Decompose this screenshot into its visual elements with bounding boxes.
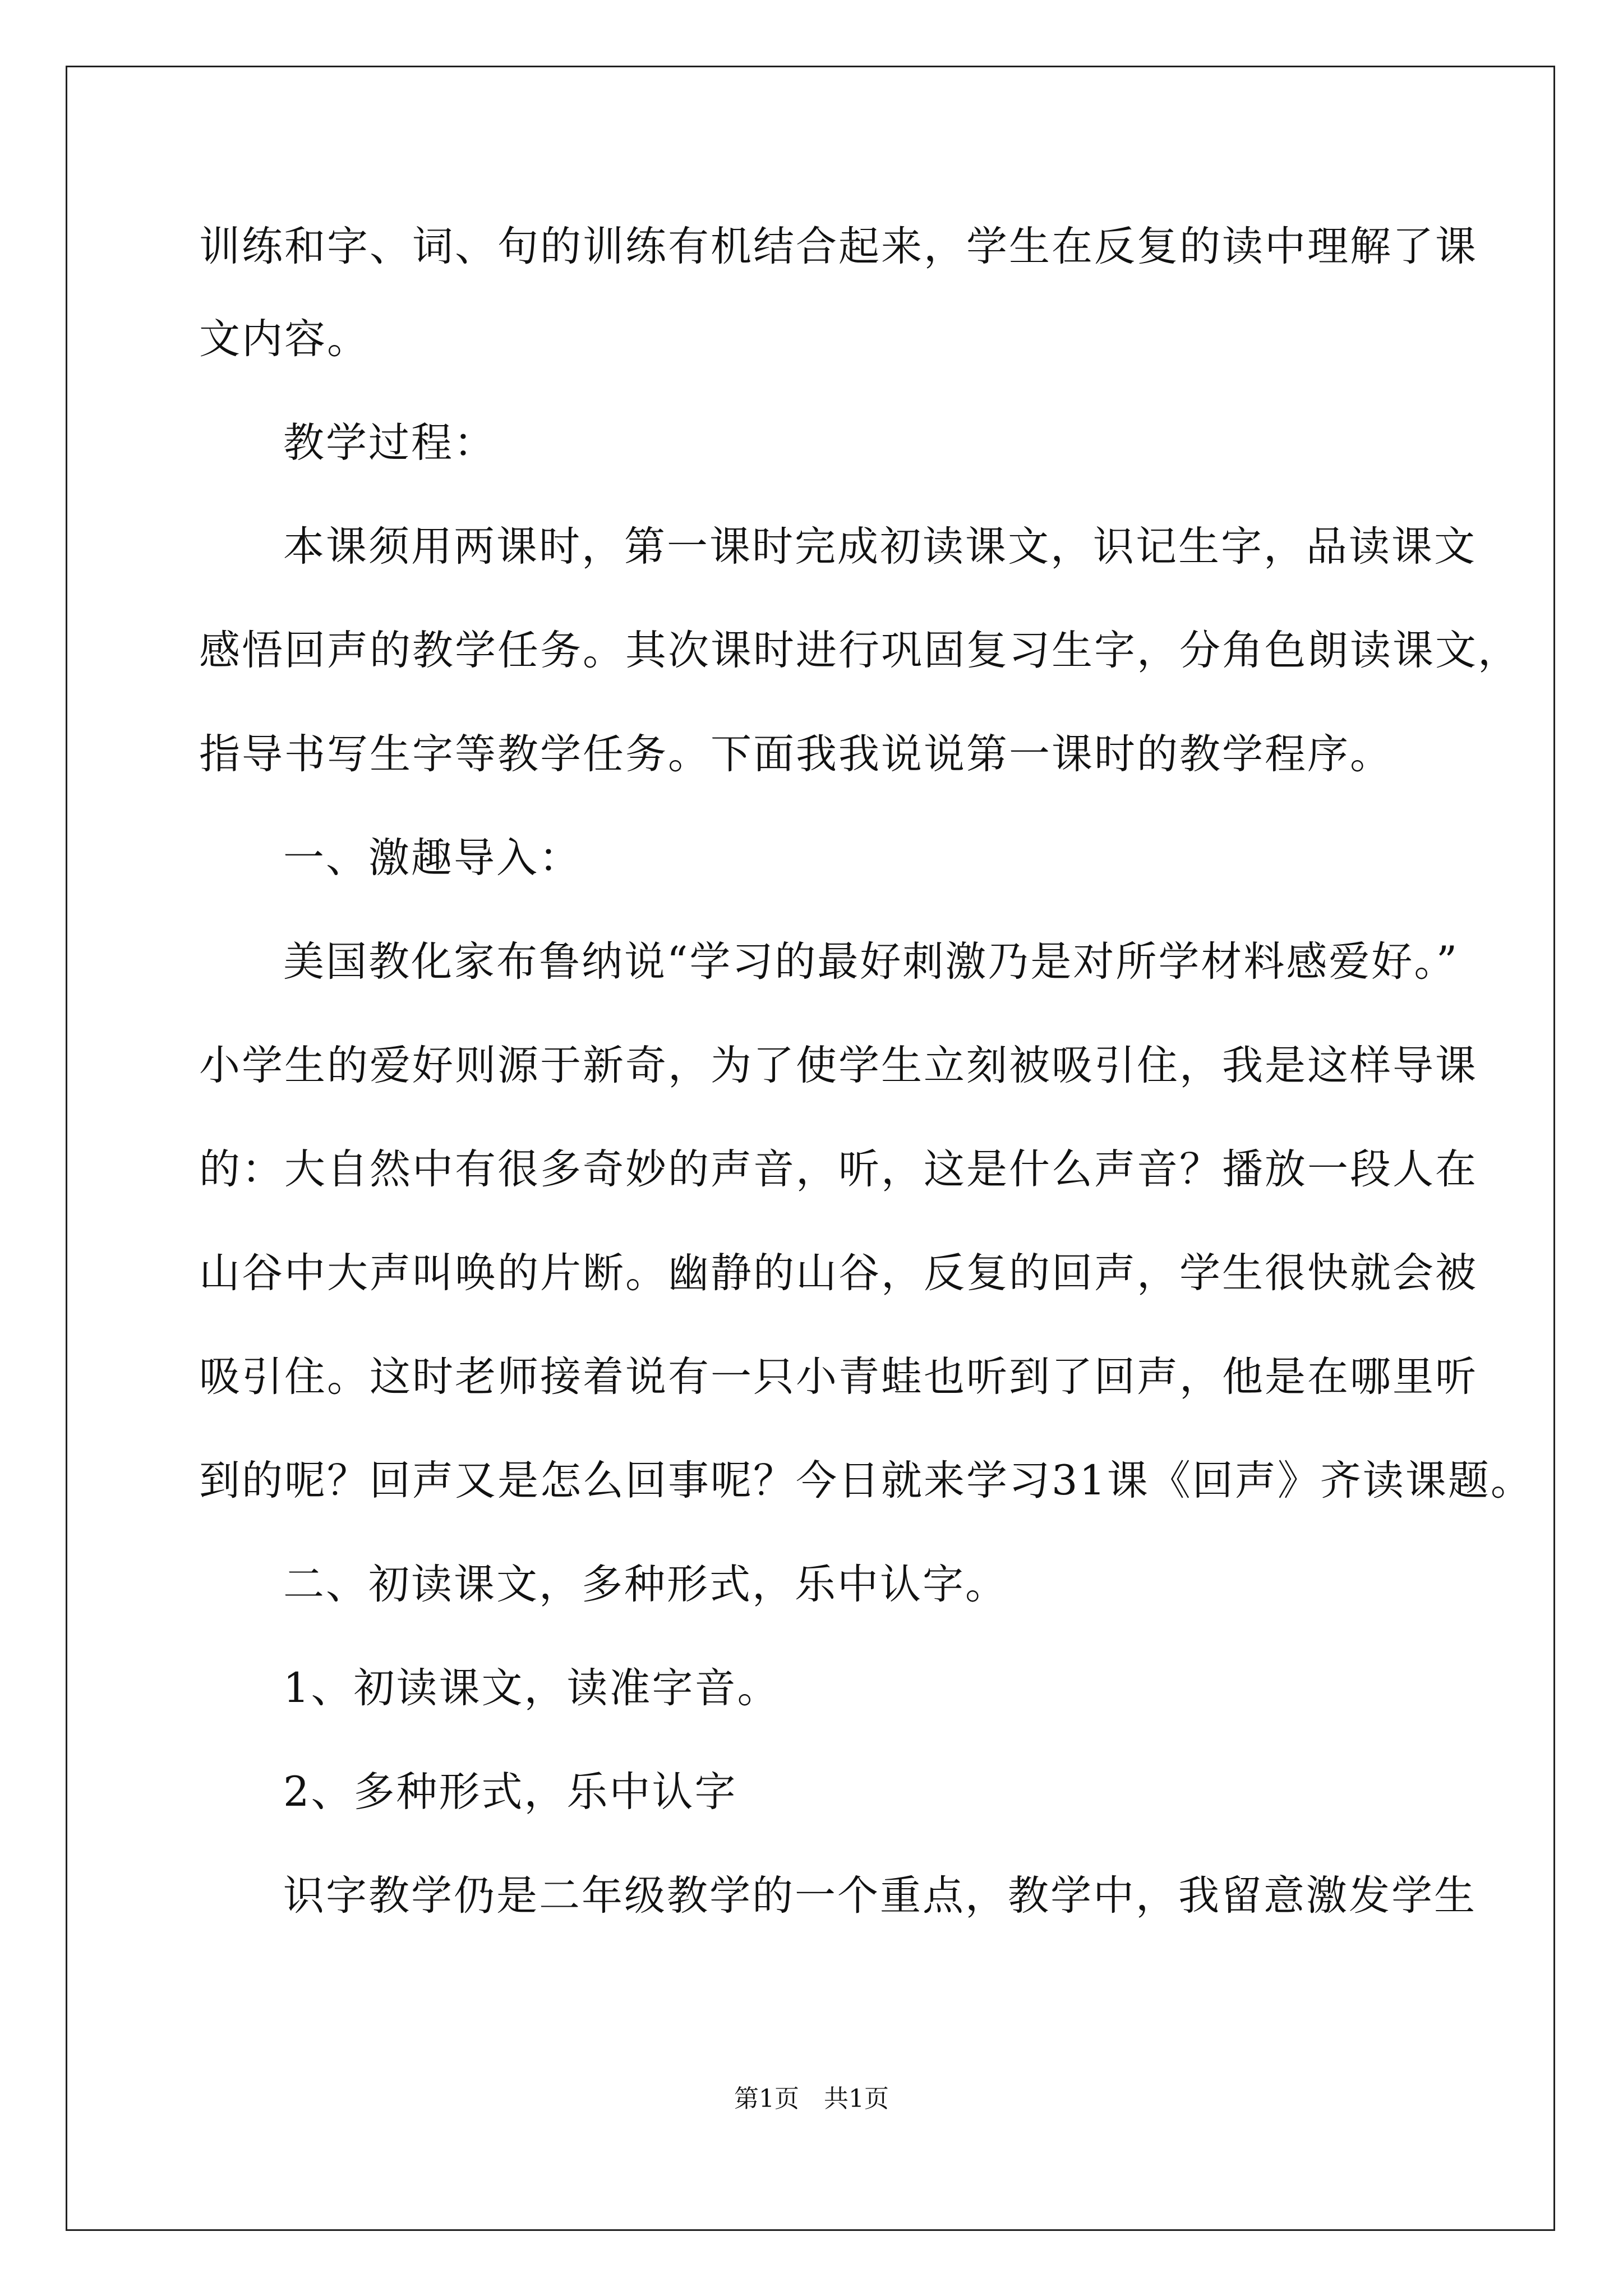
text-line: 山谷中大声叫唤的片断。幽静的山谷，反复的回声，学生很快就会被: [199, 1249, 1478, 1297]
text-line: 文内容。: [199, 315, 370, 363]
text-line: 感悟回声的教学任务。其次课时进行巩固复习生字，分角色朗读课文，: [199, 627, 1520, 674]
text-line: 美国教化家布鲁纳说“学习的最好刺激乃是对所学材料感爱好。”: [283, 938, 1459, 986]
text-line: 到的呢？回声又是怎么回事呢？今日就来学习31课《回声》齐读课题。: [199, 1457, 1533, 1504]
text-line: 识字教学仍是二年级教学的一个重点，教学中，我留意激发学生: [283, 1872, 1477, 1920]
text-line: 训练和字、词、句的训练有机结合起来，学生在反复的读中理解了课: [199, 223, 1478, 270]
text-line: 指导书写生字等教学任务。下面我我说说第一课时的教学程序。: [199, 730, 1393, 778]
page-footer: 第1页 共1页: [734, 2085, 889, 2113]
text-line: 吸引住。这时老师接着说有一只小青蛙也听到了回声，他是在哪里听: [199, 1353, 1478, 1401]
text-line: 的：大自然中有很多奇妙的声音，听，这是什么声音？播放一段人在: [199, 1145, 1478, 1193]
text-line: 小学生的爱好则源于新奇，为了使学生立刻被吸引住，我是这样导课: [199, 1042, 1478, 1089]
list-item: 2、多种形式，乐中认字: [283, 1768, 737, 1816]
section-heading: 一、激趣导入：: [283, 834, 582, 882]
section-heading: 教学过程：: [283, 419, 496, 467]
text-line: 本课须用两课时，第一课时完成初读课文，识记生字，品读课文: [283, 523, 1477, 570]
section-heading: 二、初读课文，多种形式，乐中认字。: [283, 1561, 1008, 1608]
list-item: 1、初读课文，读准字音。: [283, 1664, 780, 1712]
